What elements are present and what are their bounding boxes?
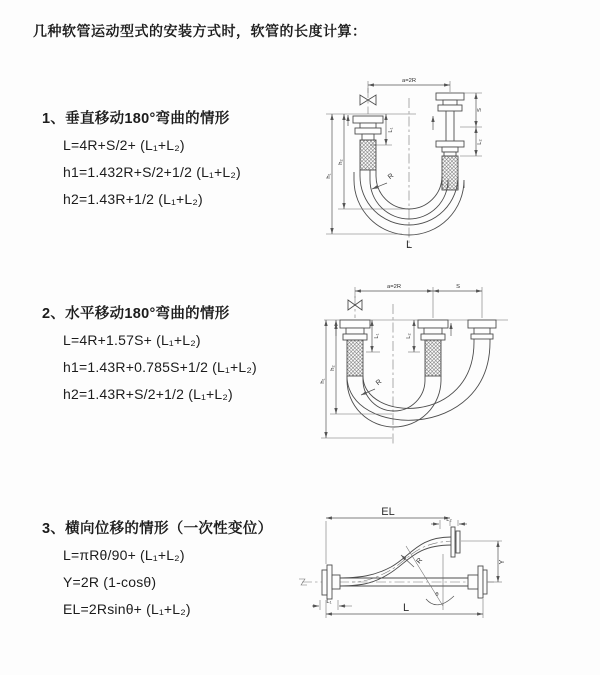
dim-label-l2: L₂ [477,139,483,145]
formula-el: EL=2Rsinθ+ (L₁+L₂) [63,601,191,617]
formula-l: L=4R+S/2+ (L₁+L₂) [63,137,185,153]
dim-label-l1: L₁ [388,127,394,133]
hose-s-curve [336,537,451,586]
left-flange [322,565,340,599]
diagram-vertical-180-bend [308,64,600,266]
formula-l: L=4R+1.57S+ (L₁+L₂) [63,332,201,348]
dim-label-h1: h₁ [326,173,332,179]
dim-label-h1: h₁ [320,378,326,384]
dim-label-s: S [477,108,483,112]
left-fitting [340,320,370,376]
left-fitting [353,116,383,170]
section-1-heading: 1、垂直移动180°弯曲的情形 [42,111,230,127]
right-flange [468,566,487,598]
section-horizontal-movement [42,302,312,413]
formula-h1: h1=1.432R+S/2+1/2 (L₁+L₂) [63,164,241,180]
dimension-lines [321,287,482,438]
dim-label-l2: L₂ [446,517,452,523]
dim-label-a2r: a=2R [386,284,402,290]
formula-h1: h1=1.43R+0.785S+1/2 (L₁+L₂) [63,359,257,375]
dim-label-l1: L₁ [374,333,380,339]
middle-fitting [418,320,448,376]
dim-label-el: EL [381,506,395,518]
upper-flange [451,527,460,557]
dim-label-s: S [456,284,460,290]
diagram-lateral-displacement [294,496,600,650]
page-title: 几种软管运动型式的安装方式时，软管的长度计算： [33,23,367,39]
formula-h2: h2=1.43R+1/2 (L₁+L₂) [63,191,203,207]
dim-label-y: Y [499,559,506,565]
dim-label-l: L [402,602,410,614]
radius-label: R [386,172,396,182]
section-3-heading: 3、横向位移的情形（一次性变位） [42,521,273,537]
dim-label-h2: h₂ [330,365,336,371]
formula-h2: h2=1.43R+S/2+1/2 (L₁+L₂) [63,386,233,402]
diagram-horizontal-180-bend [308,276,600,462]
section-2-heading: 2、水平移动180°弯曲的情形 [42,306,230,322]
dim-label-l1: L₁ [326,599,332,605]
right-fitting [468,320,496,342]
formula-y: Y=2R (1-cosθ) [63,574,157,590]
dim-label-h2: h₂ [338,159,344,165]
angle-label: θ [435,592,439,598]
dim-label-l2: L₂ [406,333,412,339]
length-label: L [405,239,413,251]
radius-label: R [415,556,425,566]
dim-label-a2r: a=2R [401,78,417,84]
section-lateral-displacement [42,517,312,628]
radius-label: R [374,378,384,388]
dimension-lines [326,81,482,234]
right-fitting [436,93,464,190]
section-vertical-movement [42,107,312,218]
formula-l: L=πRθ/90+ (L₁+L₂) [63,547,185,563]
